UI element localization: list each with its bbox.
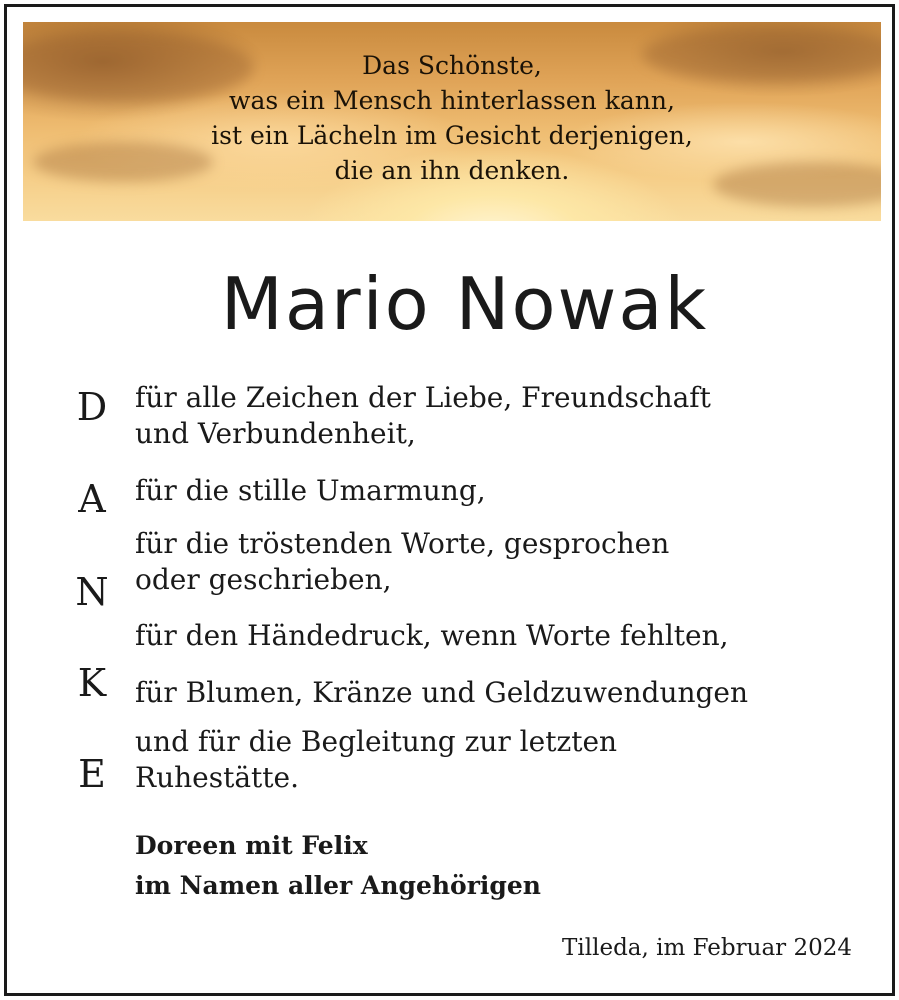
thanks-line: Ruhestätte. — [135, 761, 300, 794]
quote — [23, 48, 881, 188]
thanks-line: für die stille Umarmung, — [135, 474, 486, 507]
signature-line: Doreen mit Felix — [135, 831, 368, 860]
thanks-line: und für die Begleitung zur letzten — [135, 725, 618, 758]
thanks-line: für alle Zeichen der Liebe, Freundschaft — [135, 381, 711, 414]
danke-letter-k: K — [77, 661, 107, 705]
quote-line: Das Schönste, — [362, 51, 542, 80]
place-date: Tilleda, im Februar 2024 — [562, 935, 852, 961]
thanks-line: für die tröstenden Worte, gesprochen — [135, 527, 670, 560]
danke-letter-e: E — [78, 752, 106, 796]
signature-line: im Namen aller Angehörigen — [135, 871, 541, 900]
danke-letter-d: D — [76, 385, 108, 429]
thanks-line: und Verbundenheit, — [135, 417, 416, 450]
thanks-line: für Blumen, Kränze und Geldzuwendungen — [135, 676, 749, 709]
thanks-line: oder geschrieben, — [135, 563, 392, 596]
thanks-line: für den Händedruck, wenn Worte fehlten, — [135, 619, 729, 652]
quote-line: was ein Mensch hinterlassen kann, — [229, 86, 675, 115]
quote-line: die an ihn denken. — [334, 156, 570, 185]
obituary-card — [4, 4, 895, 996]
quote-line: ist ein Lächeln im Gesicht derjenigen, — [211, 121, 693, 150]
danke-letter-n: N — [75, 570, 109, 614]
deceased-name: Mario Nowak — [220, 262, 709, 346]
sunset-banner — [23, 22, 881, 221]
danke-letter-a: A — [78, 477, 106, 521]
